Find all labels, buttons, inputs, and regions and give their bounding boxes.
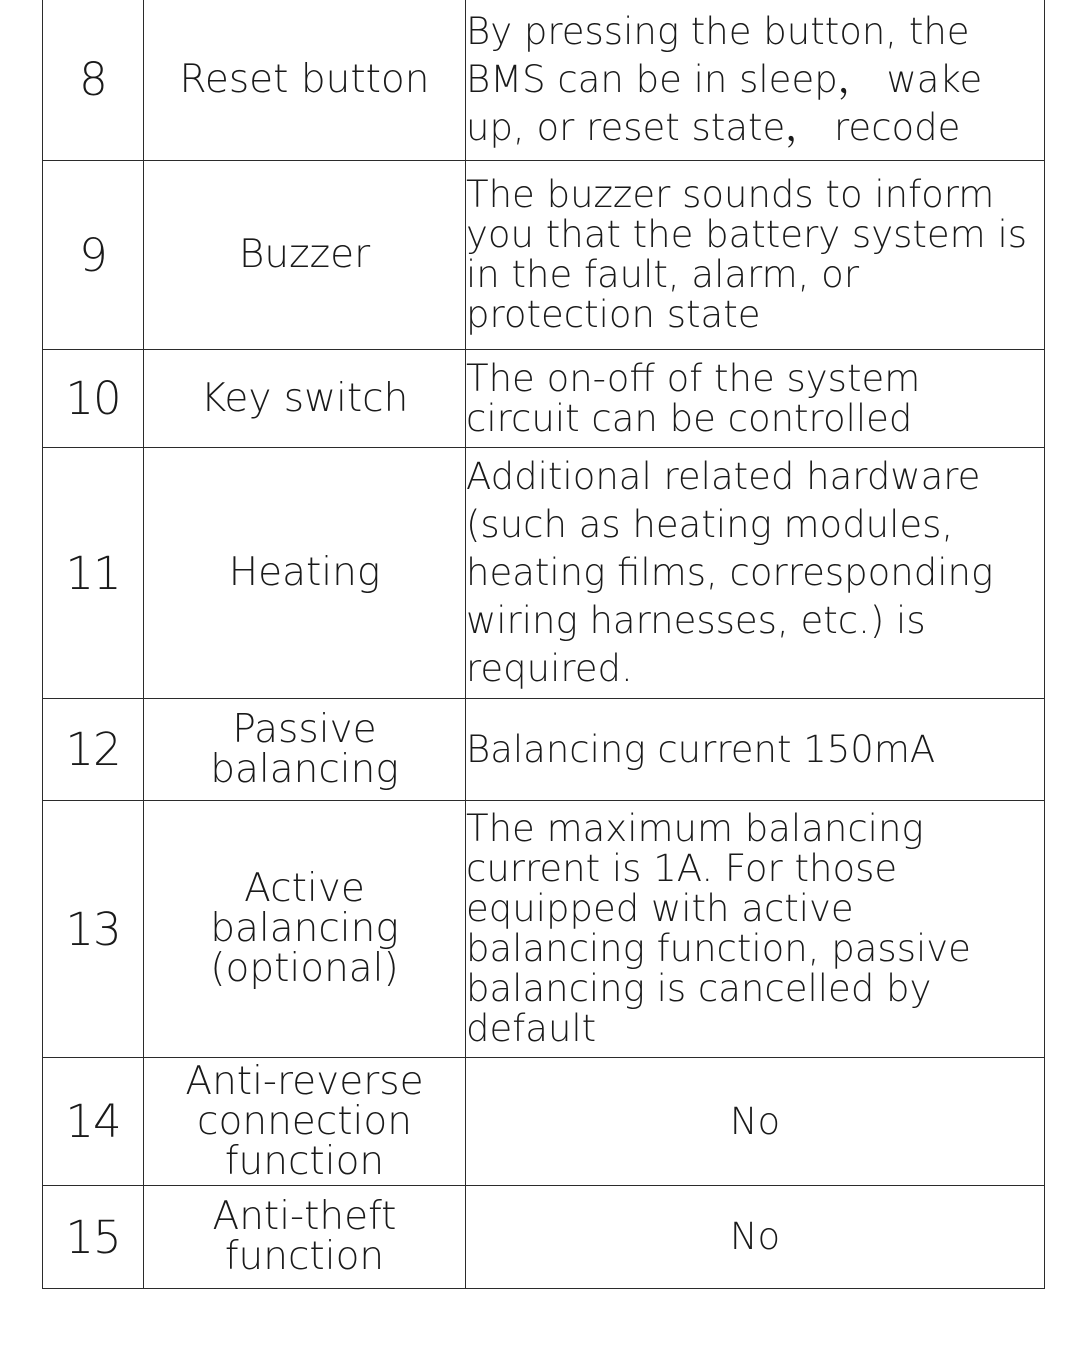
row-number: 8 xyxy=(43,0,144,161)
row-number: 14 xyxy=(43,1058,144,1186)
feature-name: Heating xyxy=(144,448,466,699)
table-row xyxy=(43,1058,1045,1186)
spec-table xyxy=(42,0,1045,1289)
table-row xyxy=(43,448,1045,699)
feature-name: Reset button xyxy=(144,0,466,161)
feature-name: Buzzer xyxy=(144,161,466,350)
feature-description: The maximum balancing current is 1A. For those equipped with active balancing function, passive balancing is cancelled by default xyxy=(466,801,1045,1058)
row-number: 9 xyxy=(43,161,144,350)
feature-name: Anti-reverse connection function xyxy=(144,1058,466,1186)
row-number: 12 xyxy=(43,699,144,801)
feature-name: Anti-theft function xyxy=(144,1186,466,1289)
feature-name: Passive balancing xyxy=(144,699,466,801)
row-number: 13 xyxy=(43,801,144,1058)
feature-description: Balancing current 150mA xyxy=(466,699,1045,801)
feature-description: The on-off of the system circuit can be controlled xyxy=(466,350,1045,448)
feature-description: No xyxy=(466,1186,1045,1289)
table-row xyxy=(43,161,1045,350)
feature-name: Key switch xyxy=(144,350,466,448)
feature-description: No xyxy=(466,1058,1045,1186)
feature-description: Additional related hardware (such as heating modules, heating films, corresponding wiring harnesses, etc.) is required. xyxy=(466,448,1045,699)
table-row xyxy=(43,350,1045,448)
feature-description: By pressing the button, the BMS can be in sleep， wake up, or reset state， recode xyxy=(466,0,1045,161)
row-number: 15 xyxy=(43,1186,144,1289)
table-row xyxy=(43,801,1045,1058)
feature-name: Active balancing (optional) xyxy=(144,801,466,1058)
feature-description: The buzzer sounds to inform you that the battery system is in the fault, alarm, or protection state xyxy=(466,161,1045,350)
row-number: 10 xyxy=(43,350,144,448)
table-row xyxy=(43,1186,1045,1289)
table-row xyxy=(43,699,1045,801)
row-number: 11 xyxy=(43,448,144,699)
table-row xyxy=(43,0,1045,161)
